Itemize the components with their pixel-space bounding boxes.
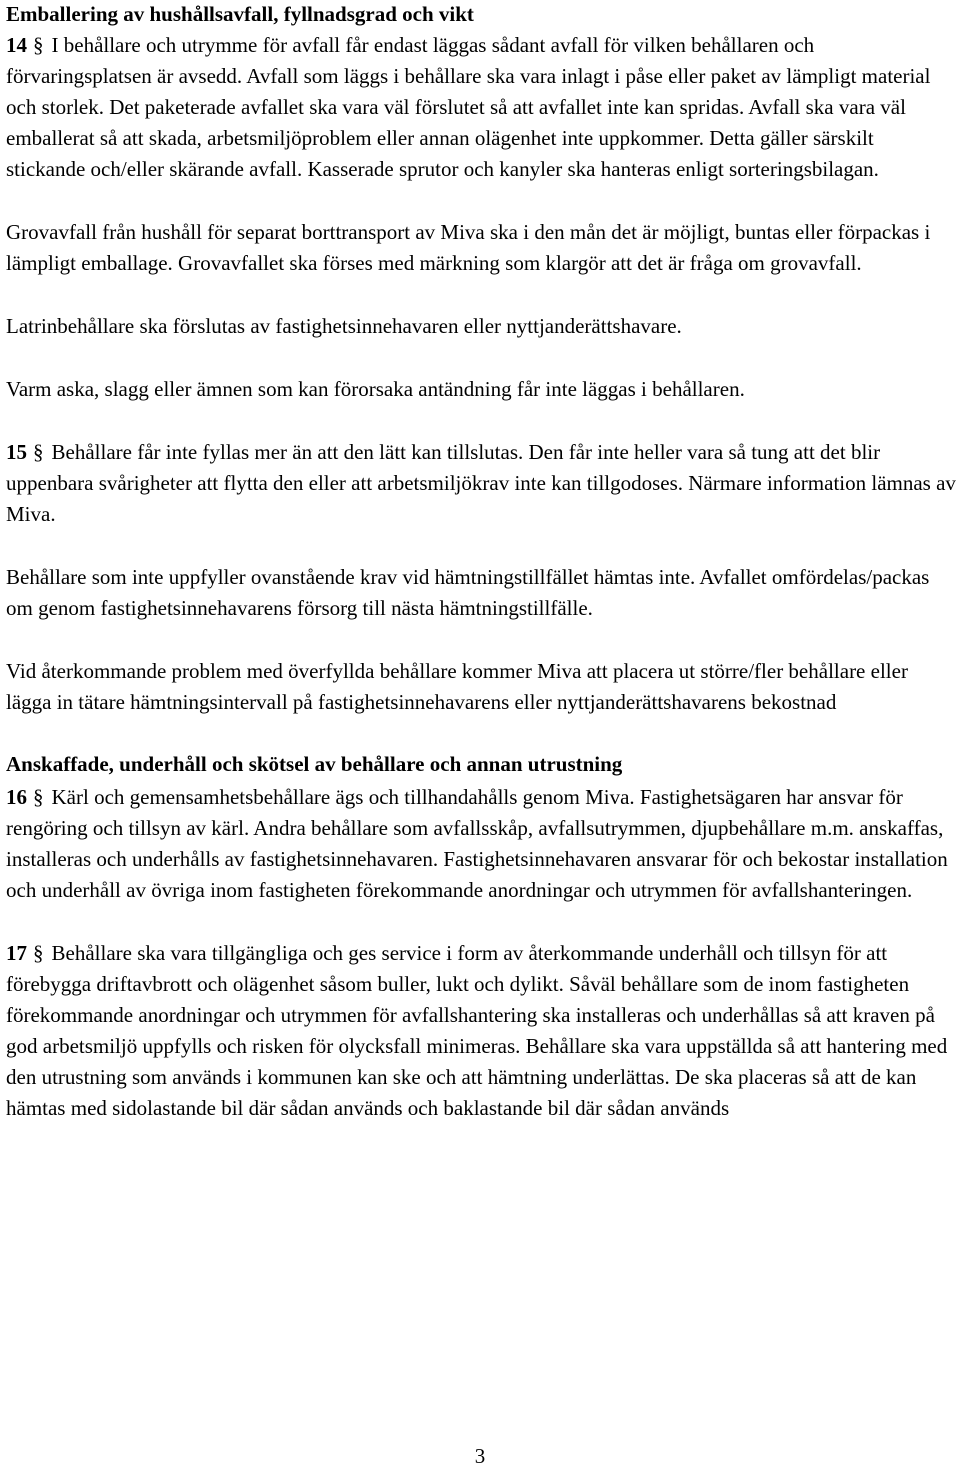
paragraph-aska: Varm aska, slagg eller ämnen som kan förorsaka antändning får inte läggas i behållaren.: [6, 377, 745, 401]
section-number-17: 17: [6, 941, 27, 965]
section-number-14: 14: [6, 33, 27, 57]
paragraph-17: [6, 938, 958, 1124]
section-heading-anskaffade: Anskaffade, underhåll och skötsel av behållare och annan utrustning: [6, 752, 623, 776]
section-number-15: 15: [6, 440, 27, 464]
page-number: 3: [474, 1444, 486, 1468]
paragraph-15-text: Behållare får inte fyllas mer än att den lätt kan tillslutas. Den får inte heller vara så tung att det blir uppenbara svårigheter att flytta den eller att arbetsmiljökrav inte kan tillgodoses. Närmare information lämnas av Miva.: [6, 440, 956, 526]
paragraph-17-text: Behållare ska vara tillgängliga och ges service i form av återkommande underhåll och tillsyn för att förebygga driftavbrott och olägenhet såsom buller, lukt och dylikt. Såväl behållare som de inom fastigheten förekommande anordningar och utrymmen för avfallshantering ska installeras och underhållas så att kraven på god arbetsmiljö uppfylls och risken för olycksfall minimeras. Behållare ska vara uppställda så att hantering med den utrustning som används i kommunen kan ske och att hämtning underlättas. De ska placeras så att de kan hämtas med sidolastande bil där sådan används och baklastande bil där sådan används: [6, 941, 948, 1120]
section-sign-17: §: [33, 941, 44, 965]
section-sign-14: §: [33, 33, 44, 57]
section-heading-emballering: Emballering av hushållsavfall, fyllnadsgrad och vikt: [6, 2, 474, 26]
paragraph-latrin: Latrinbehållare ska förslutas av fastighetsinnehavaren eller nyttjanderättshavare.: [6, 314, 682, 338]
paragraph-overfyllda: Vid återkommande problem med överfyllda behållare kommer Miva att placera ut större/fler behållare eller lägga in tätare hämtningsintervall på fastighetsinnehavarens eller nyttjanderättshavarens bekostnad: [6, 659, 908, 714]
section-number-16: 16: [6, 785, 27, 809]
document-page: [6, 0, 958, 1124]
paragraph-15: [6, 437, 958, 530]
paragraph-14-text: I behållare och utrymme för avfall får endast läggas sådant avfall för vilken behållaren och förvaringsplatsen är avsedd. Avfall som läggs i behållare ska vara inlagt i påse eller paket av lämpligt material och storlek. Det paketerade avfallet ska vara väl förslutet så att avfallet inte kan spridas. Avfall ska vara väl emballerat så att skada, arbetsmiljöproblem eller annan olägenhet inte uppkommer. Detta gäller särskilt stickande och/eller skärande avfall. Kasserade sprutor och kanyler ska hanteras enligt sorteringsbilagan.: [6, 33, 931, 181]
paragraph-16-text: Kärl och gemensamhetsbehållare ägs och tillhandahålls genom Miva. Fastighetsägaren har ansvar för rengöring och tillsyn av kärl. Andra behållare som avfallsskåp, avfallsutrymmen, djupbehållare m.m. anskaffas, installeras och underhålls av fastighetsinnehavaren. Fastighetsinnehavaren ansvarar för och bekostar installation och underhåll av övriga inom fastigheten förekommande anordningar och utrymmen för avfallshanteringen.: [6, 785, 948, 902]
paragraph-16: [6, 782, 958, 906]
section-sign-16: §: [33, 785, 44, 809]
paragraph-14: [6, 30, 958, 185]
section-sign-15: §: [33, 440, 44, 464]
paragraph-hamtas: Behållare som inte uppfyller ovanstående krav vid hämtningstillfället hämtas inte. Avfallet omfördelas/packas om genom fastighetsinnehavarens försorg till nästa hämtningstillfälle.: [6, 565, 930, 620]
paragraph-grovavfall: Grovavfall från hushåll för separat borttransport av Miva ska i den mån det är möjligt, buntas eller förpackas i lämpligt emballage. Grovavfallet ska förses med märkning som klargör att det är fråga om grovavfall.: [6, 220, 931, 275]
